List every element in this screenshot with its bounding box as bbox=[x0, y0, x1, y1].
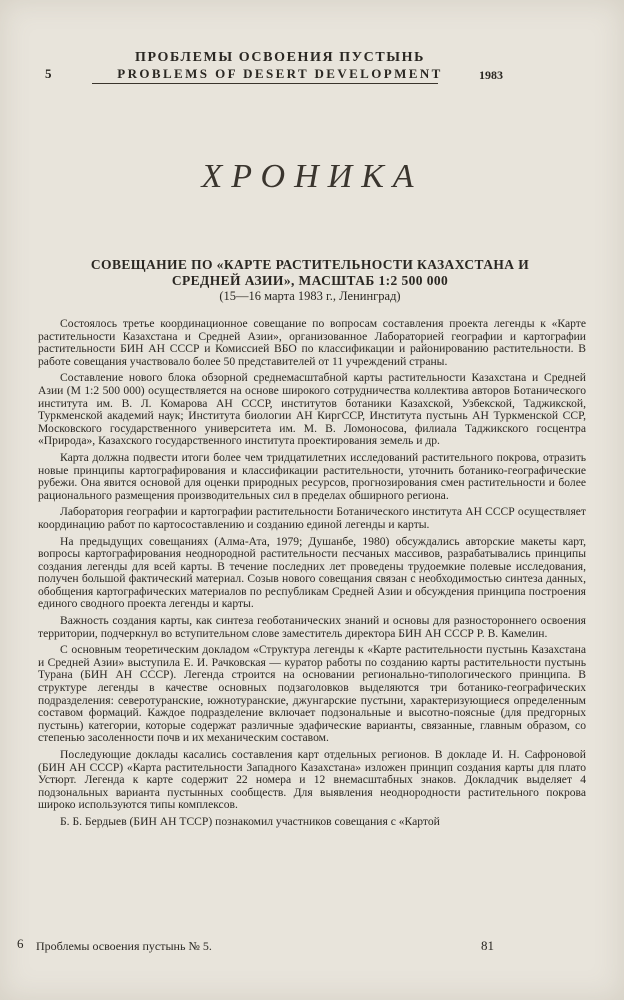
paragraph: С основным теоретическим докладом «Структура легенды к «Карте растительности пустынь Казахстана и Средней Азии» выступила Е. И. Рачковская — куратор работы по созданию карты растительности пустынь Турана (БИН АН СССР). Легенда строится на основании регионально-типологического принципа. В структуре легенды в качестве основных подзаголовков выделяются три ботанико-географических подразделения: северотуранские, южнотуранские, джунгарские пустыни, характеризующиеся определенным составом формаций. Каждое подразделение включает подзональные и высотно-поясные (для предгорных пустынь) категории, которые содержат различные эдафические варианты, связанные, главным образом, со степенью засоленности почв и их механическим составом. bbox=[38, 643, 586, 745]
paragraph: Б. Б. Бердыев (БИН АН ТССР) познакомил участников совещания с «Картой bbox=[60, 814, 440, 828]
article-subtitle: (15—16 марта 1983 г., Ленинград) bbox=[219, 289, 401, 303]
issue-year: 1983 bbox=[479, 68, 503, 82]
article-title: СОВЕЩАНИЕ ПО «КАРТЕ РАСТИТЕЛЬНОСТИ КАЗАХСТАНА И СРЕДНЕЙ АЗИИ», МАСШТАБ 1:2 500 000 bbox=[90, 257, 530, 288]
signature-text: Проблемы освоения пустынь № 5. bbox=[36, 939, 212, 953]
paragraph: Состоялось третье координационное совещание по вопросам составления проекта легенды к «Карте растительности Казахстана и Средней Азии», организованное Лабораторией географии и картографии растительности БИН АН СССР и Комиссией ВБО по классификации и районированию растительности. В работе совещания участвовало более 50 представителей от 11 учреждений страны. bbox=[38, 317, 586, 368]
paragraph: Лаборатория географии и картографии растительности Ботанического института АН СССР осуществляет координацию работ по картосоставлению и созданию единой легенды и карты. bbox=[38, 505, 586, 531]
journal-title-en: PROBLEMS OF DESERT DEVELOPMENT bbox=[117, 66, 443, 81]
signature-number: 6 bbox=[17, 936, 24, 951]
section-title: ХРОНИКА bbox=[201, 158, 423, 195]
article-body bbox=[38, 318, 586, 833]
header-rule bbox=[92, 83, 438, 84]
issue-number: 5 bbox=[45, 66, 52, 81]
journal-title-ru: ПРОБЛЕМЫ ОСВОЕНИЯ ПУСТЫНЬ bbox=[134, 50, 426, 65]
page-number: 81 bbox=[481, 938, 494, 953]
paragraph: Составление нового блока обзорной среднемасштабной карты растительности Казахстана и Средней Азии (М 1:2 500 000) осуществляется на основе широкого сотрудничества коллектива авторов Ботанического института им. В. Л. Комарова АН СССР, институтов ботаники Казахской, Узбекской, Таджикской, Туркменской академий наук; Института биологии АН КиргССР, Института пустынь АН Туркменской ССР, Московского государственного университета им. М. В. Ломоносова, филиала Таджикского госцентра «Природа», Казахского государственного института проектирования земель и др. bbox=[38, 371, 586, 448]
paragraph: Последующие доклады касались составления карт отдельных регионов. В докладе И. Н. Сафроновой (БИН АН СССР) «Карта растительности Западного Казахстана» изложен принцип создания карты для плато Устюрт. Легенда к карте содержит 22 номера и 12 внемасштабных знаков. Докладчик выделяет 4 подзональных варианта пустынных сообществ. Для выявления неоднородности растительного покрова широко используются типы комплексов. bbox=[38, 748, 586, 812]
paragraph: На предыдущих совещаниях (Алма-Ата, 1979; Душанбе, 1980) обсуждались авторские макеты карт, вопросы картографирования неоднородной растительности песчаных массивов, разрабатывались принципы создания легенды для всей карты. В течение последних лет проведены трудоемкие полевые исследования, получен большой фактический материал. Созыв нового совещания связан с необходимостью синтеза данных, обобщения картографических материалов по республикам Средней Азии и обсуждения принципа построения единого сводного проекта легенды и карты. bbox=[38, 534, 586, 611]
paragraph: Важность создания карты, как синтеза геоботанических знаний и основы для разностороннего освоения территории, подчеркнул во вступительном слове заместитель директора БИН АН СССР Р. В. Камелин. bbox=[38, 614, 586, 640]
paragraph: Карта должна подвести итоги более чем тридцатилетних исследований растительного покрова, отразить новые принципы картографирования и классификации растительности, уточнить ботанико-географические рубежи. Она явится основой для оценки природных ресурсов, прогнозирования смен растительности и более рационального размещения производительных сил в пределах обширного региона. bbox=[38, 450, 586, 502]
